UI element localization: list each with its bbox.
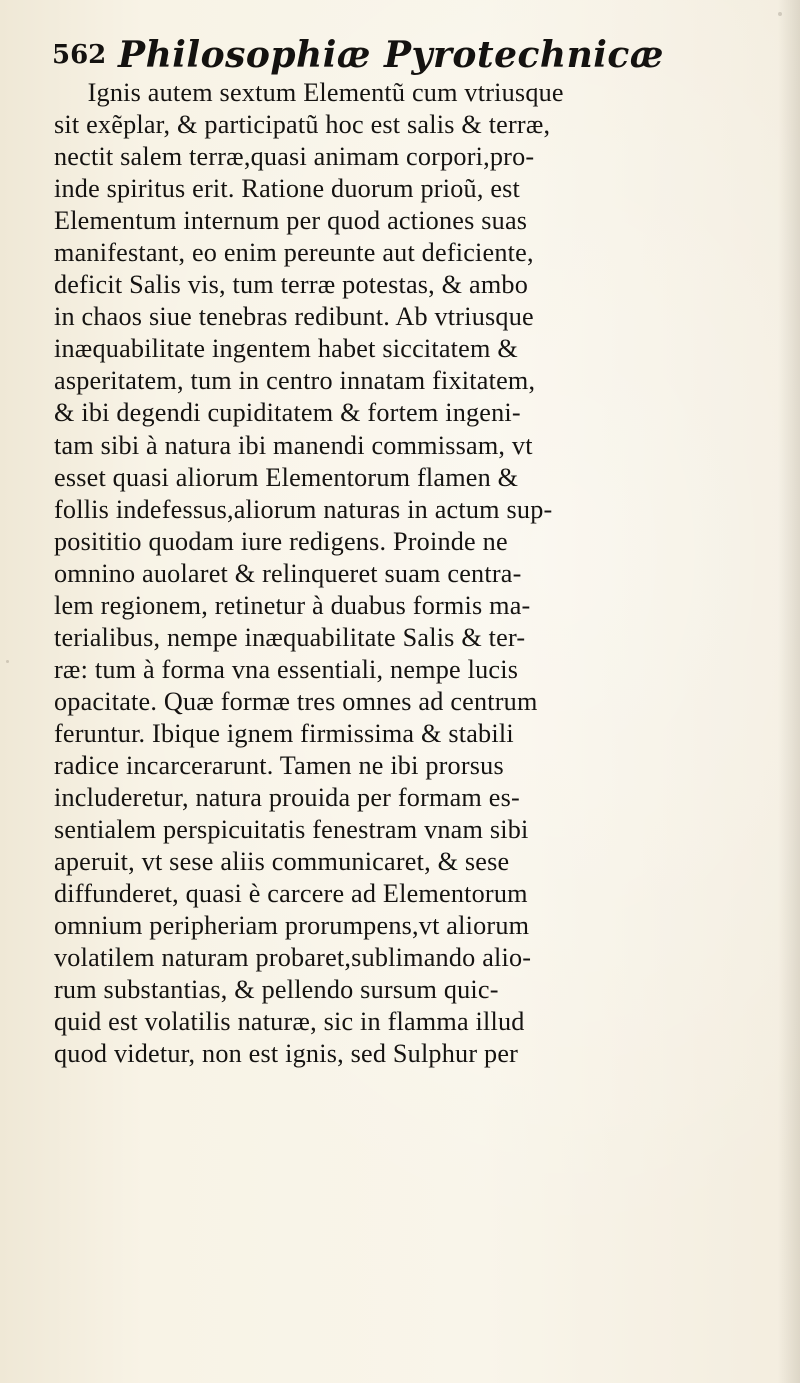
- text-line: includeretur, natura prouida per formam es-: [54, 782, 520, 813]
- text-line: manifestant, eo enim pereunte aut deficiente,: [54, 237, 534, 268]
- text-line: inde spiritus erit. Ratione duorum prioũ, est: [54, 173, 521, 204]
- text-line: volatilem naturam probaret,sublimando alio-: [54, 942, 532, 973]
- text-line: feruntur. Ibique ignem firmissima & stabili: [54, 717, 514, 748]
- page-edge-shadow: [778, 0, 800, 1383]
- text-line: & ibi degendi cupiditatem & fortem ingeni-: [54, 397, 521, 428]
- text-line: posititio quodam iure redigens. Proinde ne: [54, 525, 508, 556]
- text-line: sit exẽplar, & participatũ hoc est salis & terræ,: [54, 109, 551, 140]
- text-line: nectit salem terræ,quasi animam corpori,pro-: [54, 141, 535, 172]
- text-line: terialibus, nempe inæquabilitate Salis & ter-: [54, 621, 526, 652]
- text-line: omnium peripheriam prorumpens,vt aliorum: [54, 910, 530, 941]
- ink-fleck: [778, 12, 782, 16]
- text-line: tam sibi à natura ibi manendi commissam, vt: [54, 429, 533, 460]
- text-line: radice incarcerarunt. Tamen ne ibi prorsus: [54, 749, 504, 780]
- text-line: Ignis autem sextum Elementũ cum vtriusque: [87, 77, 564, 107]
- text-line: lem regionem, retinetur à duabus formis ma-: [54, 589, 531, 620]
- text-line: Elementum internum per quod actiones suas: [54, 205, 528, 236]
- page-number: 562: [52, 40, 107, 70]
- text-line: quid est volatilis naturæ, sic in flamma illud: [54, 1006, 525, 1037]
- text-line: omnino auolaret & relinqueret suam centra-: [54, 557, 522, 588]
- ink-fleck: [6, 660, 9, 663]
- text-line: rum substantias, & pellendo sursum quic-: [54, 974, 499, 1005]
- text-line: in chaos siue tenebras redibunt. Ab vtriusque: [54, 301, 534, 332]
- text-line: diffunderet, quasi è carcere ad Elementorum: [54, 878, 528, 909]
- running-head: Philosophiæ Pyrotechnicæ: [118, 34, 664, 76]
- text-line: aperuit, vt sese aliis communicaret, & sese: [54, 846, 510, 877]
- text-line: opacitate. Quæ formæ tres omnes ad centrum: [54, 685, 538, 716]
- body-text: [54, 76, 774, 1069]
- text-line: inæquabilitate ingentem habet siccitatem &: [54, 333, 518, 364]
- text-line: deficit Salis vis, tum terræ potestas, & ambo: [54, 269, 529, 300]
- text-line: esset quasi aliorum Elementorum flamen &: [54, 461, 519, 492]
- text-line: sentialem perspicuitatis fenestram vnam sibi: [54, 814, 529, 845]
- text-line: follis indefessus,aliorum naturas in actum sup-: [54, 493, 553, 524]
- text-line: asperitatem, tum in centro innatam fixitatem,: [54, 365, 536, 396]
- text-line: quod videtur, non est ignis, sed Sulphur per: [54, 1038, 519, 1069]
- text-line: ræ: tum à forma vna essentiali, nempe lucis: [54, 653, 519, 684]
